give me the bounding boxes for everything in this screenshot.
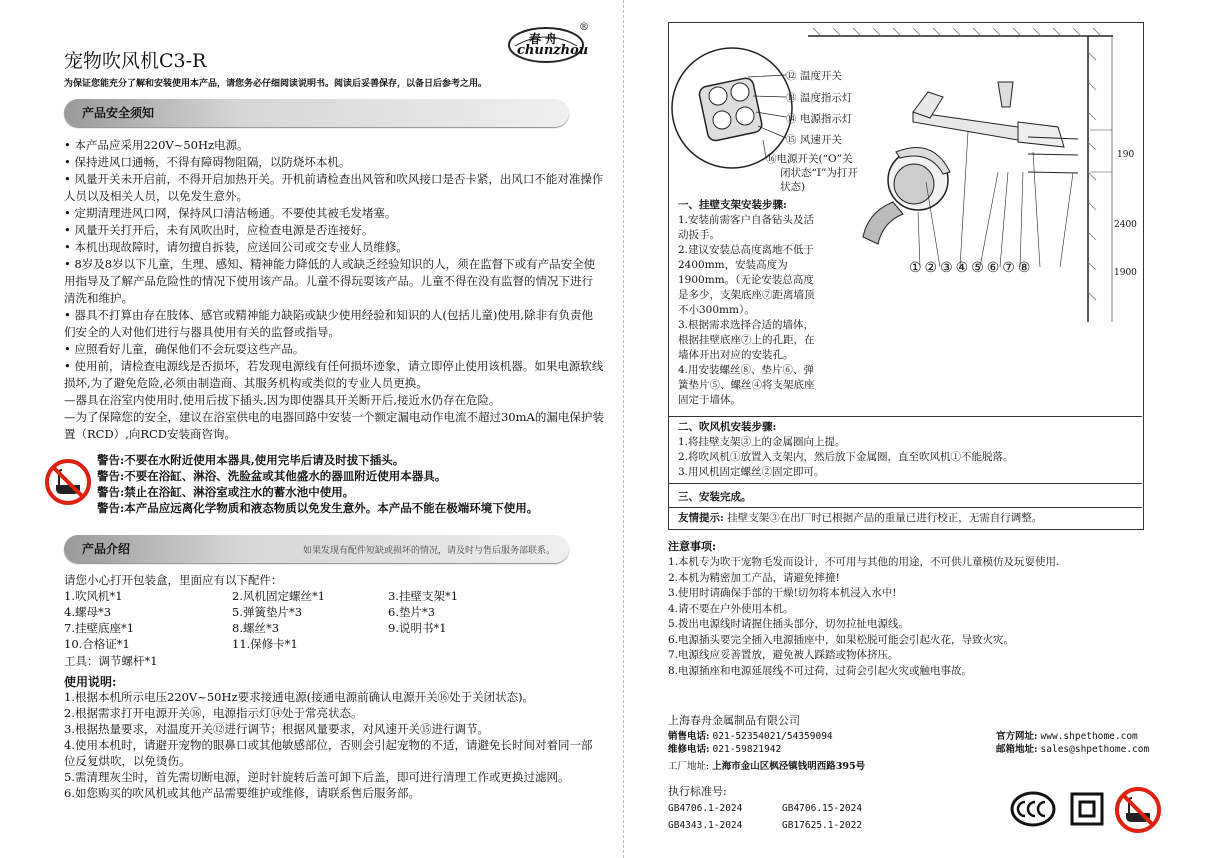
part-item: 5.弹簧垫片*3 (232, 605, 303, 619)
safety-heading: 产品安全须知 (82, 106, 155, 120)
address: 上海市金山区枫泾镇钱明西路395号 (712, 761, 866, 772)
safety-item: • 本产品应采用220V~50Hz电源。 (64, 138, 249, 152)
service-label: 维修电话: (668, 744, 710, 755)
web-label: 官方网址: (996, 731, 1038, 742)
tool-line: 工具：调节螺杆*1 (64, 654, 158, 668)
part-item: 2.风机固定螺丝*1 (232, 589, 326, 603)
address-line (668, 761, 865, 773)
dryer-step: 3.用风机固定螺丝②固定即可。 (678, 466, 825, 478)
usage-item: 6.如您购买的吹风机或其他产品需要维护或维修，请联系售后服务部。 (64, 786, 420, 800)
part-item: 9.说明书*1 (388, 621, 447, 635)
registered-mark: ® (579, 22, 589, 33)
note-item: 6.电源插头要完全插入电源插座中，如果松脱可能会引起火花，导致火灾。 (668, 633, 1015, 646)
usage-item: 3.根据热量要求，对温度开关⑫进行调节；根据风量要求，对风速开关⑮进行调节。 (64, 722, 489, 736)
safety-item: • 定期清理进风口网，保持风口清洁畅通。不要使其被毛发堵塞。 (64, 206, 397, 220)
note-item: 8.电源插座和电源延展线不可过荷，过荷会引起火灾或触电事故。 (668, 664, 973, 677)
dim-1900: 1900 (1114, 268, 1137, 278)
intro-heading: 产品介绍 (82, 542, 131, 556)
divider-1 (668, 416, 1142, 417)
tip-label: 友情提示: (678, 512, 724, 524)
standard-item: GB4706.15-2024 (782, 803, 863, 814)
safety-item: —器具在浴室内使用时,使用后拔下插头,因为即使器具开关断开后,接近水仍存在危险。 (64, 393, 501, 407)
brand-en: chunzhou (517, 43, 589, 58)
warning-line: 警告:不要在浴缸、淋浴、洗脸盆或其他盛水的器皿附近使用本器具。 (97, 469, 447, 483)
usage-item: 4.使用本机时，请避开宠物的眼鼻口或其他敏感部位，否则会引起宠物的不适，请避免长时间对着同一部位反复烘吹，以免烫伤。 (64, 738, 593, 768)
safety-item: • 8岁及8岁以下儿童，生理、感知、精神能力降低的人或缺乏经验知识的人，须在监督下或有产品安全使用指导及了解产品危险性的情况下使用该产品。儿童不得玩耍该产品。儿童不得在没有监督的情况下进行清洗和维护。 (64, 257, 596, 305)
sales-label: 销售电话: (668, 731, 710, 742)
brand-cn: 春 舟 (529, 32, 558, 46)
wall-install-section (678, 198, 816, 408)
company-name: 上海春舟金属制品有限公司 (668, 714, 800, 727)
divider-2 (668, 483, 1142, 484)
mail-label: 邮箱地址: (996, 744, 1038, 755)
note-item: 5.拨出电源线时请握住插头部分，切勿拉扯电源线。 (668, 618, 910, 630)
address-label: 工厂地址: (668, 761, 710, 772)
website-line (996, 731, 1138, 743)
safety-heading-bar (64, 99, 569, 127)
part-item: 6.垫片*3 (388, 605, 436, 619)
wall-step: 1.安装前需客户自备钻头及活动扳手。 (678, 214, 815, 241)
note-item: 7.电源线应妥善置放，避免被人踩踏或物体挤压。 (668, 649, 899, 661)
wall-step: 4.用安装螺丝⑧、垫片⑥、弹簧垫片⑤、螺丝④将支架底座固定于墙体。 (678, 364, 815, 406)
callout-temp-switch: ⑫ 温度开关 (786, 70, 842, 82)
safety-item: —为了保障您的安全，建议在浴室供电的电器回路中安装一个额定漏电动作电流不超过30mA的漏电保护装置（RCD）,向RCD安装商咨询。 (64, 410, 604, 441)
no-bath-icon (44, 458, 92, 506)
no-bath-icon-footer (1114, 786, 1162, 834)
standard-item: GB4706.1-2024 (668, 803, 743, 814)
tip-text: 挂壁支架③在出厂时已根据产品的重量已进行校正，无需自行调整。 (727, 512, 1043, 524)
safety-list (64, 137, 604, 443)
callout-speed-switch: ⑮ 风速开关 (786, 134, 842, 146)
callout-power-switch: ⑯电源开关(“O”关 (766, 153, 853, 165)
email-link[interactable]: sales@shpethome.com (1040, 744, 1150, 755)
note-item: 2.本机为精密加工产品，请避免摔撞! (668, 571, 840, 584)
page-subtitle: 为保证您能充分了解和安装使用本产品，请您务必仔细阅读说明书。阅读后妥善保存，以备日后参考之用。 (64, 79, 488, 89)
divider-3 (668, 507, 1142, 508)
friendly-tip (678, 511, 1042, 526)
callout-power-indicator: ⑭ 电源指示灯 (786, 113, 853, 125)
safety-item: • 使用前，请检查电源线是否损坏，若发现电源线有任何损坏迹象，请立即停止使用该机器。如果电源软线损坏,为了避免危险,必须由制造商、其服务机构或类似的专业人员更换。 (64, 359, 604, 390)
callout-power-switch-line3: 状态) (780, 181, 806, 193)
dryer-install-section (678, 420, 1133, 480)
part-item: 8.螺丝*3 (232, 621, 280, 635)
notes-heading: 注意事项: (668, 540, 717, 553)
page-fold-divider (623, 0, 624, 858)
standard-item: GB4343.1-2024 (668, 820, 743, 831)
usage-heading: 使用说明: (64, 675, 117, 689)
standards-heading: 执行标准号: (668, 785, 727, 798)
sales-phone-line (668, 731, 833, 743)
dryer-step: 1.将挂壁支架③上的金属圈向上提。 (678, 436, 846, 448)
ccc-mark-icon (1010, 790, 1056, 828)
sales-phone: 021-52354021/54359094 (712, 731, 833, 742)
notes-section (668, 539, 1148, 679)
part-numbers: ①②③④⑤⑥⑦⑧ (909, 260, 1034, 276)
email-line (996, 744, 1149, 756)
dryer-install-heading: 二、吹风机安装步骤: (678, 421, 777, 433)
note-item: 4.请不要在户外使用本机。 (668, 602, 794, 615)
safety-item: • 保持进风口通畅，不得有障碍物阻隔，以防烧坏本机。 (64, 155, 351, 169)
intro-note: 如果发现有配件短缺或损坏的情况，请及时与售后服务部联系。 (302, 546, 555, 556)
intro-lead: 请您小心打开包装盒，里面应有以下配件： (64, 573, 283, 587)
part-item: 1.吹风机*1 (64, 589, 123, 603)
dim-190: 190 (1117, 150, 1135, 160)
safety-item: • 风量开关未开启前，不得开启加热开关。开机前请检查出风管和吹风接口是否卡紧，出风口不能对准操作人员以及相关人员，以免发生意外。 (64, 172, 604, 203)
part-item: 10.合格证*1 (64, 637, 130, 651)
brand-logo (507, 22, 589, 64)
part-item: 4.螺母*3 (64, 605, 112, 619)
install-done: 三、安装完成。 (678, 491, 752, 503)
standard-item: GB17625.1-2022 (782, 820, 863, 831)
part-item: 7.挂壁底座*1 (64, 621, 135, 635)
intro-heading-bar (64, 535, 569, 563)
part-item: 3.挂壁支架*1 (388, 589, 459, 603)
safety-item: • 本机出现故障时，请勿擅自拆装，应送回公司或交专业人员维修。 (64, 240, 408, 254)
safety-item: • 器具不打算由存在肢体、感官或精神能力缺陷或缺少使用经验和知识的人(包括儿童)使用,除非有负责他们安全的人对他们进行与器具使用有关的监督或指导。 (64, 308, 594, 339)
callout-power-switch-line2: 闭状态“I”为打开 (780, 167, 858, 179)
page-title: 宠物吹风机C3-R (64, 50, 207, 72)
usage-list (64, 689, 599, 801)
service-phone: 021-59821942 (712, 744, 782, 755)
usage-item: 1.根据本机所示电压220V~50Hz要求接通电源(接通电源前确认电源开关⑯处于关闭状态)。 (64, 690, 535, 704)
website-link[interactable]: www.shpethome.com (1040, 731, 1138, 742)
note-item: 1.本机专为吹干宠物毛发而设计，不可用与其他的用途，不可供儿童模仿及玩耍使用. (668, 556, 1060, 568)
service-phone-line (668, 744, 781, 756)
part-item: 11.保修卡*1 (232, 637, 298, 651)
usage-item: 2.根据需求打开电源开关⑯，电源指示灯⑭处于常亮状态。 (64, 706, 363, 720)
safety-item: • 应照看好儿童，确保他们不会玩耍这些产品。 (64, 342, 305, 356)
double-insulation-icon (1070, 792, 1104, 826)
wall-install-heading: 一、挂壁支架安装步骤: (678, 199, 787, 211)
safety-item: • 风量开关打开后，未有风吹出时，应检查电源是否连接好。 (64, 223, 374, 237)
warnings-block (97, 452, 612, 516)
wall-step: 2.建议安装总高度离地不低于2400mm，安装高度为1900mm。（无论安装总高度是多少，支架底座⑦距离墙顶不小300mm）。 (678, 244, 815, 316)
warning-line: 警告:不要在水附近使用本器具,使用完毕后请及时拔下插头。 (97, 453, 405, 467)
warning-line: 警告:本产品应远离化学物质和液态物质以免发生意外。本产品不能在极端环境下使用。 (97, 501, 539, 515)
callout-temp-indicator: ⑬ 温度指示灯 (786, 92, 853, 104)
note-item: 3.使用时请确保手部的干燥!切勿将本机浸入水中! (668, 587, 897, 599)
warning-line: 警告:禁止在浴缸、淋浴室或注水的蓄水池中使用。 (97, 485, 355, 499)
dim-2400: 2400 (1114, 220, 1137, 230)
usage-item: 5.需清理灰尘时，首先需切断电源，逆时针旋转后盖可卸下后盖，即可进行清理工作或更换过滤网。 (64, 770, 570, 784)
wall-step: 3.根据需求选择合适的墙体，根据挂壁底座⑦上的孔距，在墙体开出对应的安装孔。 (678, 319, 815, 361)
dryer-step: 2.将吹风机①放置入支架内，然后放下金属圈，直至吹风机①不能脱落。 (678, 451, 1014, 463)
